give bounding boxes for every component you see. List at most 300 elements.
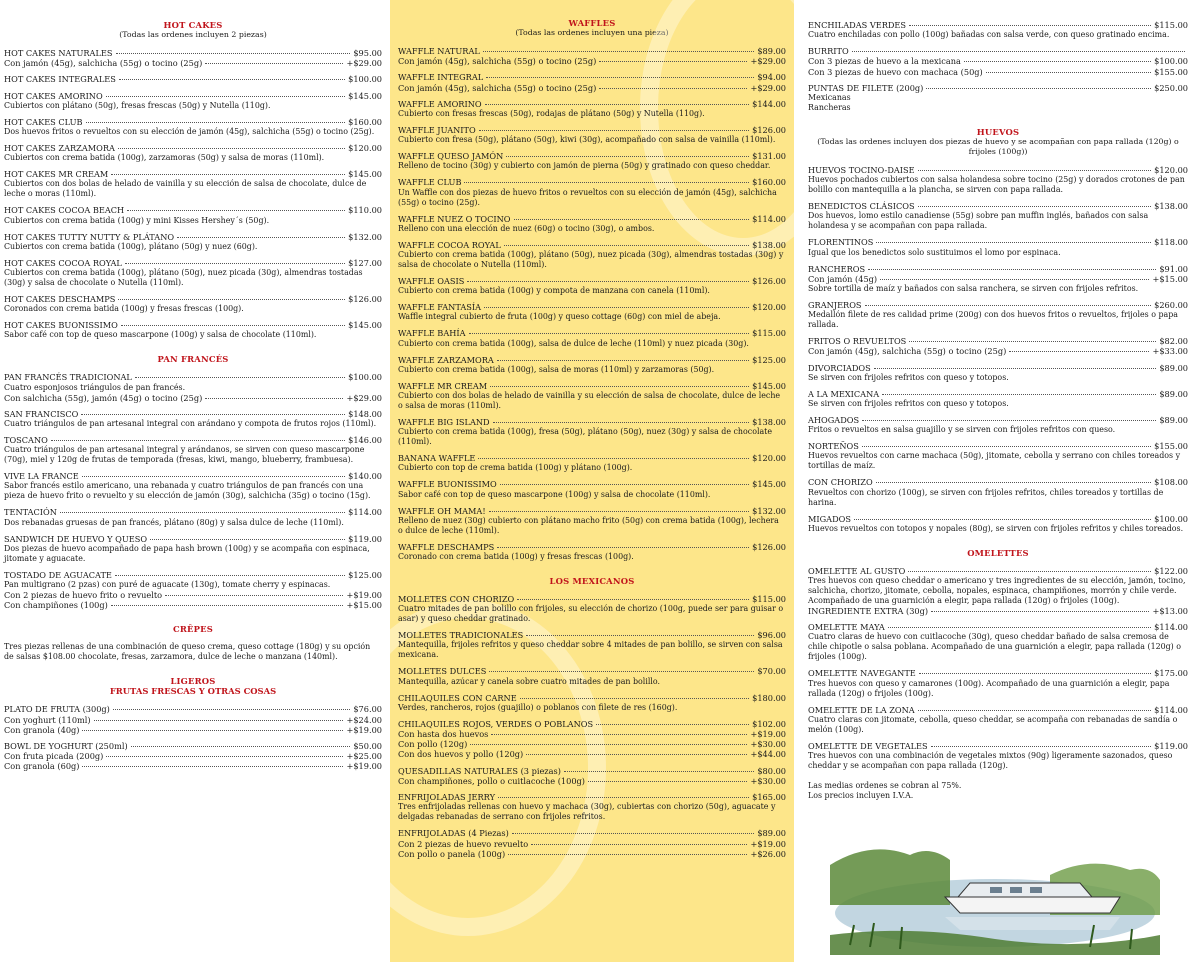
menu-item <box>398 381 786 411</box>
menu-item-extra <box>4 600 382 610</box>
menu-item <box>4 534 382 564</box>
menu-item-header <box>398 72 786 82</box>
menu-item-description: Sabor café con top de queso mascarpone (100g) y salsa de chocolate (110ml). <box>4 330 317 340</box>
item-price: $89.00 <box>1159 415 1188 426</box>
menu-item-description: Un Waffle con dos piezas de huevo fritos o revueltos con su elección de jamón (45g), salchicha (55g) o tocino (25g). <box>398 187 777 207</box>
menu-item <box>4 320 382 340</box>
item-name: Con 2 piezas de huevo revuelto <box>398 838 529 849</box>
item-price: +$29.00 <box>346 58 382 69</box>
item-price: $120.00 <box>752 453 786 464</box>
menu-item-extra <box>808 274 1188 284</box>
section-spacer <box>808 558 1188 566</box>
dot-leader <box>599 61 747 62</box>
menu-item-description: Se sirven con frijoles refritos con queso y totopos. <box>808 372 1009 382</box>
dot-leader <box>483 51 755 52</box>
item-price: $89.00 <box>1159 388 1188 399</box>
item-name: WAFFLE COCOA ROYAL <box>398 239 501 250</box>
item-name: WAFFLE NATURAL <box>398 46 480 56</box>
menu-item-header <box>398 381 786 391</box>
item-price: $138.00 <box>752 239 786 250</box>
menu-item-header <box>808 201 1188 211</box>
item-price: $165.00 <box>752 792 786 803</box>
menu-item-header <box>808 46 1188 56</box>
item-price: $175.00 <box>1154 668 1188 679</box>
item-name: OMELETTE AL GUSTO <box>808 565 906 576</box>
item-price: $140.00 <box>348 471 382 482</box>
dot-leader <box>497 547 749 548</box>
menu-item-description: Medallón filete de res calidad prime (200g) con dos huevos fritos o revueltos, frijoles o papa rallada. <box>808 310 1178 330</box>
item-name: TENTACIÓN <box>4 507 57 518</box>
menu-item-header <box>398 693 786 703</box>
item-price: $120.00 <box>752 302 786 313</box>
item-name: WAFFLE DESCHAMPS <box>398 541 495 552</box>
item-name: FLORENTINOS <box>808 237 874 248</box>
menu-item-extra <box>808 606 1188 616</box>
item-price: $119.00 <box>1154 740 1188 751</box>
section-subtitle: (Todas las ordenes incluyen dos piezas de huevo y se acompañan con papa rallada (120g) o frijoles (100g)) <box>817 137 1179 157</box>
item-name: SAN FRANCISCO <box>4 408 79 419</box>
menu-item <box>808 165 1188 195</box>
dot-leader <box>81 414 345 415</box>
menu-item-description: Huevos revueltos con totopos y nopales (80g), se sirven con frijoles refritos y chiles toreados. <box>808 523 1184 533</box>
dot-leader <box>116 53 351 54</box>
item-price: $145.00 <box>348 169 382 180</box>
item-name: RANCHEROS <box>808 263 866 274</box>
dot-leader <box>918 206 1152 207</box>
boat-illustration <box>830 835 1160 955</box>
item-price: +$15.00 <box>1152 273 1188 284</box>
section-spacer <box>4 634 382 642</box>
item-name: HOT CAKES TUTTY NUTTY & PLÁTANO <box>4 231 175 242</box>
section-title: LOS MEXICANOS <box>549 576 635 587</box>
menu-item <box>4 294 382 314</box>
dot-leader <box>865 305 1152 306</box>
dot-leader <box>909 341 1156 342</box>
menu-item-extra <box>4 715 382 725</box>
menu-item-header <box>808 165 1188 175</box>
dot-leader <box>919 673 1151 674</box>
dot-leader <box>464 182 749 183</box>
dot-leader <box>504 245 749 246</box>
item-price: $138.00 <box>752 417 786 428</box>
item-name: HUEVOS TOCINO-DAISE <box>808 165 915 176</box>
item-price: $155.00 <box>1154 441 1188 452</box>
dot-leader <box>599 88 747 89</box>
menu-item-extra <box>4 58 382 68</box>
item-price: $250.00 <box>1154 82 1188 93</box>
item-price: +$29.00 <box>346 392 382 403</box>
menu-item-extra <box>398 729 786 739</box>
menu-item <box>398 542 786 562</box>
note-line: Las medias ordenes se cobran al 75%. <box>808 781 962 791</box>
item-price: $148.00 <box>348 408 382 419</box>
item-price: $89.00 <box>757 828 786 839</box>
dot-leader <box>469 333 750 334</box>
menu-item-extra <box>808 346 1188 356</box>
menu-item <box>4 704 382 735</box>
item-price: $115.00 <box>752 594 786 605</box>
item-name: Con fruta picada (200g) <box>4 751 104 762</box>
menu-item-header <box>4 258 382 268</box>
menu-item <box>398 240 786 270</box>
menu-item-header <box>398 151 786 161</box>
item-name: PAN FRANCÉS TRADICIONAL <box>4 372 132 383</box>
menu-item-header <box>808 741 1188 751</box>
menu-item <box>398 666 786 686</box>
item-name: MOLLETES DULCES <box>398 666 487 677</box>
item-price: $145.00 <box>348 320 382 331</box>
dot-leader <box>918 170 1152 171</box>
menu-item-header <box>398 302 786 312</box>
menu-item-description: Dos huevos, lomo estilo canadiense (55g) sobre pan muffin inglés, bañados con salsa holandesa y se acompañan con papa rallada. <box>808 211 1149 231</box>
section-title: PAN FRANCÉS <box>157 354 229 365</box>
menu-item <box>808 46 1188 77</box>
item-name: ENCHILADAS VERDES <box>808 20 907 30</box>
item-name: HOT CAKES CLUB <box>4 116 83 127</box>
item-price: $132.00 <box>752 505 786 516</box>
item-name: MIGADOS <box>808 513 851 524</box>
menu-item <box>4 232 382 252</box>
menu-item-header <box>4 169 382 179</box>
item-price: $122.00 <box>1154 565 1188 576</box>
dot-leader <box>106 96 345 97</box>
dot-leader <box>506 156 749 157</box>
menu-item-header <box>398 453 786 463</box>
item-price: $80.00 <box>757 765 786 776</box>
dot-leader <box>596 724 749 725</box>
item-name: SANDWICH DE HUEVO Y QUESO <box>4 533 148 544</box>
item-price: $115.00 <box>1154 20 1188 30</box>
item-price: $94.00 <box>757 72 786 83</box>
menu-item-description: Cubiertos con crema batida (100g), zarzamoras (50g) y salsa de moras (110ml). <box>4 153 325 163</box>
menu-item-header <box>4 320 382 330</box>
item-price: $114.00 <box>1154 622 1188 633</box>
item-price: $76.00 <box>353 704 382 715</box>
item-name: OMELETTE DE VEGETALES <box>808 740 928 751</box>
menu-item <box>398 125 786 145</box>
menu-item-header <box>808 441 1188 451</box>
menu-item-header <box>4 74 382 84</box>
menu-item <box>808 441 1188 471</box>
item-name: Con salchicha (55g), jamón (45g) o tocino (25g) <box>4 392 203 403</box>
menu-item <box>808 201 1188 231</box>
dot-leader <box>862 446 1151 447</box>
dot-leader <box>931 611 1149 612</box>
menu-item-header <box>808 705 1188 715</box>
item-name: GRANJEROS <box>808 300 862 311</box>
menu-item-header <box>398 177 786 187</box>
item-name: HOT CAKES BUONISSIMO <box>4 320 118 331</box>
dot-leader <box>470 744 747 745</box>
menu-item-header <box>398 240 786 250</box>
item-price: $115.00 <box>752 328 786 339</box>
dot-leader <box>490 386 749 387</box>
menu-item-description: Cubiertos con dos bolas de helado de vainilla y su elección de salsa de chocolate, dulce de leche o moras (110ml). <box>4 179 367 199</box>
item-price: $108.00 <box>1154 477 1188 488</box>
item-price: $160.00 <box>752 177 786 188</box>
dot-leader <box>526 635 754 636</box>
dot-leader <box>121 325 345 326</box>
menu-item-description: Coronado con crema batida (100g) y fresas frescas (100g). <box>398 552 634 562</box>
item-name: OMELETTE NAVEGANTE <box>808 668 916 679</box>
item-name: WAFFLE BUONISSIMO <box>398 479 497 490</box>
item-price: $138.00 <box>1154 201 1188 212</box>
menu-item-header <box>398 479 786 489</box>
menu-item-header <box>4 507 382 517</box>
dot-leader <box>86 122 346 123</box>
item-name: A LA MEXICANA <box>808 388 880 399</box>
menu-item-header <box>808 477 1188 487</box>
menu-item-extra <box>398 56 786 66</box>
menu-item-description: Mantequilla, frijoles refritos y queso cheddar sobre 4 mitades de pan bolillo, se sirven con salsa mexicana. <box>398 640 783 660</box>
item-name: INGREDIENTE EXTRA (30g) <box>808 606 929 617</box>
menu-item-extra <box>808 67 1188 77</box>
item-name: Con jamón (45g), salchicha (55g) o tocino (25g) <box>808 346 1007 357</box>
section-subtitle: FRUTAS FRESCAS Y OTRAS COSAS <box>109 686 277 697</box>
menu-item-header <box>4 409 382 419</box>
menu-item-extra <box>398 839 786 849</box>
dot-leader <box>514 219 750 220</box>
dot-leader <box>888 627 1151 628</box>
menu-item <box>4 143 382 163</box>
menu-item-header <box>398 328 786 338</box>
menu-item-header <box>398 99 786 109</box>
item-price: $100.00 <box>348 372 382 383</box>
menu-item-description: Mantequilla, azúcar y canela sobre cuatro mitades de pan bolillo. <box>398 676 661 686</box>
item-name: HOT CAKES MR CREAM <box>4 169 109 180</box>
item-name: HOT CAKES COCOA ROYAL <box>4 257 122 268</box>
item-price: +$15.00 <box>346 600 382 611</box>
dot-leader <box>526 754 747 755</box>
menu-item-description: Huevos revueltos con carne machaca (50g), jitomate, cebolla y serrano con chiles toreados y tortillas de maíz. <box>808 451 1181 471</box>
menu-item <box>808 566 1188 616</box>
item-name: CHILAQUILES ROJOS, VERDES O POBLANOS <box>398 718 594 729</box>
menu-item-header <box>4 372 382 382</box>
dot-leader <box>964 61 1151 62</box>
menu-item <box>808 705 1188 735</box>
menu-item-description: Cubiertos con crema batida (100g) y mini Kisses Hershey´s (50g). <box>4 215 270 225</box>
item-price: +$19.00 <box>346 724 382 735</box>
menu-item <box>4 205 382 225</box>
menu-item-header <box>4 471 382 481</box>
menu-item-description: Tres huevos con queso y camarones (100g). Acompañado de una guarnición a elegir, papa rallada (120g) o frijoles (100g). <box>808 678 1170 698</box>
item-name: Con dos huevos y pollo (120g) <box>398 749 524 760</box>
menu-item-header <box>398 506 786 516</box>
item-price: +$29.00 <box>750 56 786 67</box>
menu-item-extra <box>398 749 786 759</box>
item-price: $144.00 <box>752 98 786 109</box>
dot-leader <box>165 595 343 596</box>
menu-item-description: Tres enfrijoladas rellenas con huevo y machaca (30g), cubiertas con chorizo (50g), aguacate y delgadas rebanadas de serrano con frijoles refritos. <box>398 802 776 822</box>
menu-item-extra <box>398 776 786 786</box>
item-price: $119.00 <box>348 533 382 544</box>
menu-item-description: Tres huevos con queso cheddar o americano y tres ingredientes de su elección, jamón, tocino, salchicha, chorizo, jitomate, cebolla, nopales, espinaca, champiñones, morrón y chile verde. Acompañado de una guarnición a elegir, papa rallada (120g) o frijoles (100g). <box>808 576 1186 606</box>
item-name: Con hasta dos huevos <box>398 729 489 740</box>
section-subtitle: (Todas las ordenes incluyen 2 piezas) <box>119 30 267 39</box>
item-name: PUNTAS DE FILETE (200g) <box>808 82 924 93</box>
dot-leader <box>486 77 754 78</box>
dot-leader <box>882 394 1156 395</box>
menu-item-header <box>398 417 786 427</box>
item-name: HOT CAKES DESCHAMPS <box>4 294 116 305</box>
item-name: ENFRIJOLADAS (4 Piezas) <box>398 828 509 839</box>
menu-item <box>4 117 382 137</box>
menu-item-header <box>4 232 382 242</box>
dot-leader <box>478 458 749 459</box>
item-name: Con 2 piezas de huevo frito o revuelto <box>4 590 163 601</box>
section-title: WAFFLES <box>568 18 616 28</box>
item-name: WAFFLE OASIS <box>398 276 465 287</box>
menu-item-description: Cubierto con crema batida (100g), salsa de moras (110ml) y zarzamoras (50g). <box>398 364 715 374</box>
item-price: +$30.00 <box>750 739 786 750</box>
dot-leader <box>177 237 345 238</box>
item-name: Con pollo (120g) <box>398 739 468 750</box>
item-price: +$25.00 <box>346 751 382 762</box>
dot-leader <box>484 307 749 308</box>
menu-item <box>398 506 786 536</box>
menu-item-description: Huevos pochados cubiertos con salsa holandesa sobre tocino (25g) y dorados crotones de pan bolillo con mantequilla a la plancha, se sirven con papa rallada. <box>808 175 1185 195</box>
item-price: $100.00 <box>1154 56 1188 67</box>
menu-item-header <box>398 276 786 286</box>
menu-item-header <box>4 48 382 58</box>
menu-item-description: Pan multigrano (2 pzas) con puré de aguacate (130g), tomate cherry y espinacas. <box>4 580 331 590</box>
menu-item <box>808 415 1188 435</box>
menu-item <box>808 300 1188 330</box>
item-name: Con champiñones, pollo o cuitlacoche (100g) <box>398 775 585 786</box>
dot-leader <box>868 269 1156 270</box>
menu-item-description: Dos piezas de huevo acompañado de papa hash brown (100g) y se acompaña con espinaca, jitomate y aguacate. <box>4 543 370 563</box>
item-name: HOT CAKES AMORINO <box>4 90 103 101</box>
menu-item-header <box>398 792 786 802</box>
menu-item-header <box>398 828 786 838</box>
menu-item-description: Revueltos con chorizo (100g), se sirven con frijoles refritos, chiles toreados y tortillas de harina. <box>808 487 1164 507</box>
item-name: HOT CAKES ZARZAMORA <box>4 143 115 154</box>
menu-item <box>398 177 786 207</box>
item-name: WAFFLE CLUB <box>398 177 462 188</box>
item-price: $114.00 <box>1154 704 1188 715</box>
item-name: PLATO DE FRUTA (300g) <box>4 704 110 715</box>
menu-item <box>398 328 786 348</box>
dot-leader <box>491 734 747 735</box>
menu-item-header <box>808 363 1188 373</box>
menu-item <box>398 693 786 713</box>
menu-item <box>4 91 382 111</box>
item-price: $82.00 <box>1159 336 1188 347</box>
dot-leader <box>862 420 1156 421</box>
menu-item-header <box>4 91 382 101</box>
menu-item-header <box>398 594 786 604</box>
item-price: $131.00 <box>752 151 786 162</box>
item-price: $118.00 <box>1154 237 1188 248</box>
menu-item-header <box>398 214 786 224</box>
dot-leader <box>205 398 343 399</box>
item-price: +$19.00 <box>750 729 786 740</box>
menu-item-extra <box>4 751 382 761</box>
menu-item <box>4 642 382 662</box>
item-name: WAFFLE NUEZ O TOCINO <box>398 213 511 224</box>
dot-leader <box>113 709 350 710</box>
menu-item-description: Cuatro mitades de pan bolillo con frijoles, su elección de chorizo (100g, puede ser para guisar o asar) y queso cheddar gratinado. <box>398 604 784 624</box>
item-price: +$19.00 <box>750 838 786 849</box>
menu-item <box>4 372 382 402</box>
item-price: $146.00 <box>348 435 382 446</box>
item-name: TOSCANO <box>4 435 48 446</box>
item-price: $126.00 <box>752 541 786 552</box>
menu-item-header <box>808 566 1188 576</box>
dot-leader <box>51 440 345 441</box>
item-name: WAFFLE AMORINO <box>398 98 482 109</box>
item-price: $126.00 <box>348 294 382 305</box>
menu-item <box>398 72 786 92</box>
menu-item-header <box>808 336 1188 346</box>
menu-item-description: Cubierto con crema batida (100g), plátano (50g), nuez picada (30g), almendras tostadas (30g) y salsa de chocolate o Nutella (110ml). <box>398 250 784 270</box>
dot-leader <box>106 756 343 757</box>
item-price: $180.00 <box>752 692 786 703</box>
menu-item-description: Coronados con crema batida (100g) y fresas frescas (100g). <box>4 304 244 314</box>
dot-leader <box>479 130 749 131</box>
menu-item <box>398 453 786 473</box>
menu-item-description: Relleno de nuez (30g) cubierto con plátano macho frito (50g) con crema batida (100g), lechera o dulce de leche (110ml). <box>398 515 779 535</box>
item-name: WAFFLE QUESO JAMÓN <box>398 151 504 162</box>
menu-item-description: Sabor café con top de queso mascarpone (100g) y salsa de chocolate (110ml). <box>398 489 711 499</box>
item-price: $102.00 <box>752 718 786 729</box>
menu-item-header <box>4 117 382 127</box>
item-name: Con champiñones (100g) <box>4 600 108 611</box>
menu-item-description: Cubiertos con plátano (50g), fresas frescas (50g) y Nutella (110g). <box>4 100 271 110</box>
menu-item <box>4 48 382 68</box>
note-line: Los precios incluyen I.V.A. <box>808 791 914 801</box>
section-spacer <box>4 364 382 372</box>
dot-leader <box>115 575 345 576</box>
dot-leader <box>489 671 754 672</box>
menu-item-description: Mexicanas Rancheras <box>808 93 851 113</box>
menu-item <box>398 46 786 66</box>
dot-leader <box>489 511 750 512</box>
dot-leader <box>931 746 1152 747</box>
dot-leader <box>520 698 749 699</box>
menu-item <box>808 668 1188 698</box>
item-price: $125.00 <box>348 569 382 580</box>
item-name: QUESADILLAS NATURALES (3 piezas) <box>398 765 561 776</box>
menu-item-header <box>398 666 786 676</box>
item-price: +$19.00 <box>346 590 382 601</box>
menu-item <box>4 507 382 527</box>
dot-leader <box>111 605 344 606</box>
menu-item-header <box>398 630 786 640</box>
menu-item <box>398 214 786 234</box>
item-name: WAFFLE FANTASÍA <box>398 302 482 313</box>
menu-item <box>4 409 382 429</box>
item-price: +$26.00 <box>750 848 786 859</box>
item-name: Con yoghurt (110ml) <box>4 714 91 725</box>
item-name: MOLLETES TRADICIONALES <box>398 630 524 641</box>
menu-item-description: Cubierto con fresas frescas (50g), rodajas de plátano (50g) y Nutella (110g). <box>398 109 705 119</box>
menu-item <box>808 741 1188 771</box>
dot-leader <box>127 210 345 211</box>
item-price: $96.00 <box>757 630 786 641</box>
dot-leader <box>918 710 1151 711</box>
item-price: $70.00 <box>757 666 786 677</box>
menu-item-description: Cubierto con crema batida (100g) y compota de manzana con canela (110ml). <box>398 286 710 296</box>
menu-item <box>398 719 786 760</box>
item-name: CON CHORIZO <box>808 477 873 488</box>
menu-item <box>808 83 1188 113</box>
item-name: HOT CAKES INTEGRALES <box>4 74 116 85</box>
menu-item <box>398 302 786 322</box>
item-price: $95.00 <box>353 48 382 58</box>
dot-leader <box>118 299 345 300</box>
dot-leader <box>508 854 747 855</box>
